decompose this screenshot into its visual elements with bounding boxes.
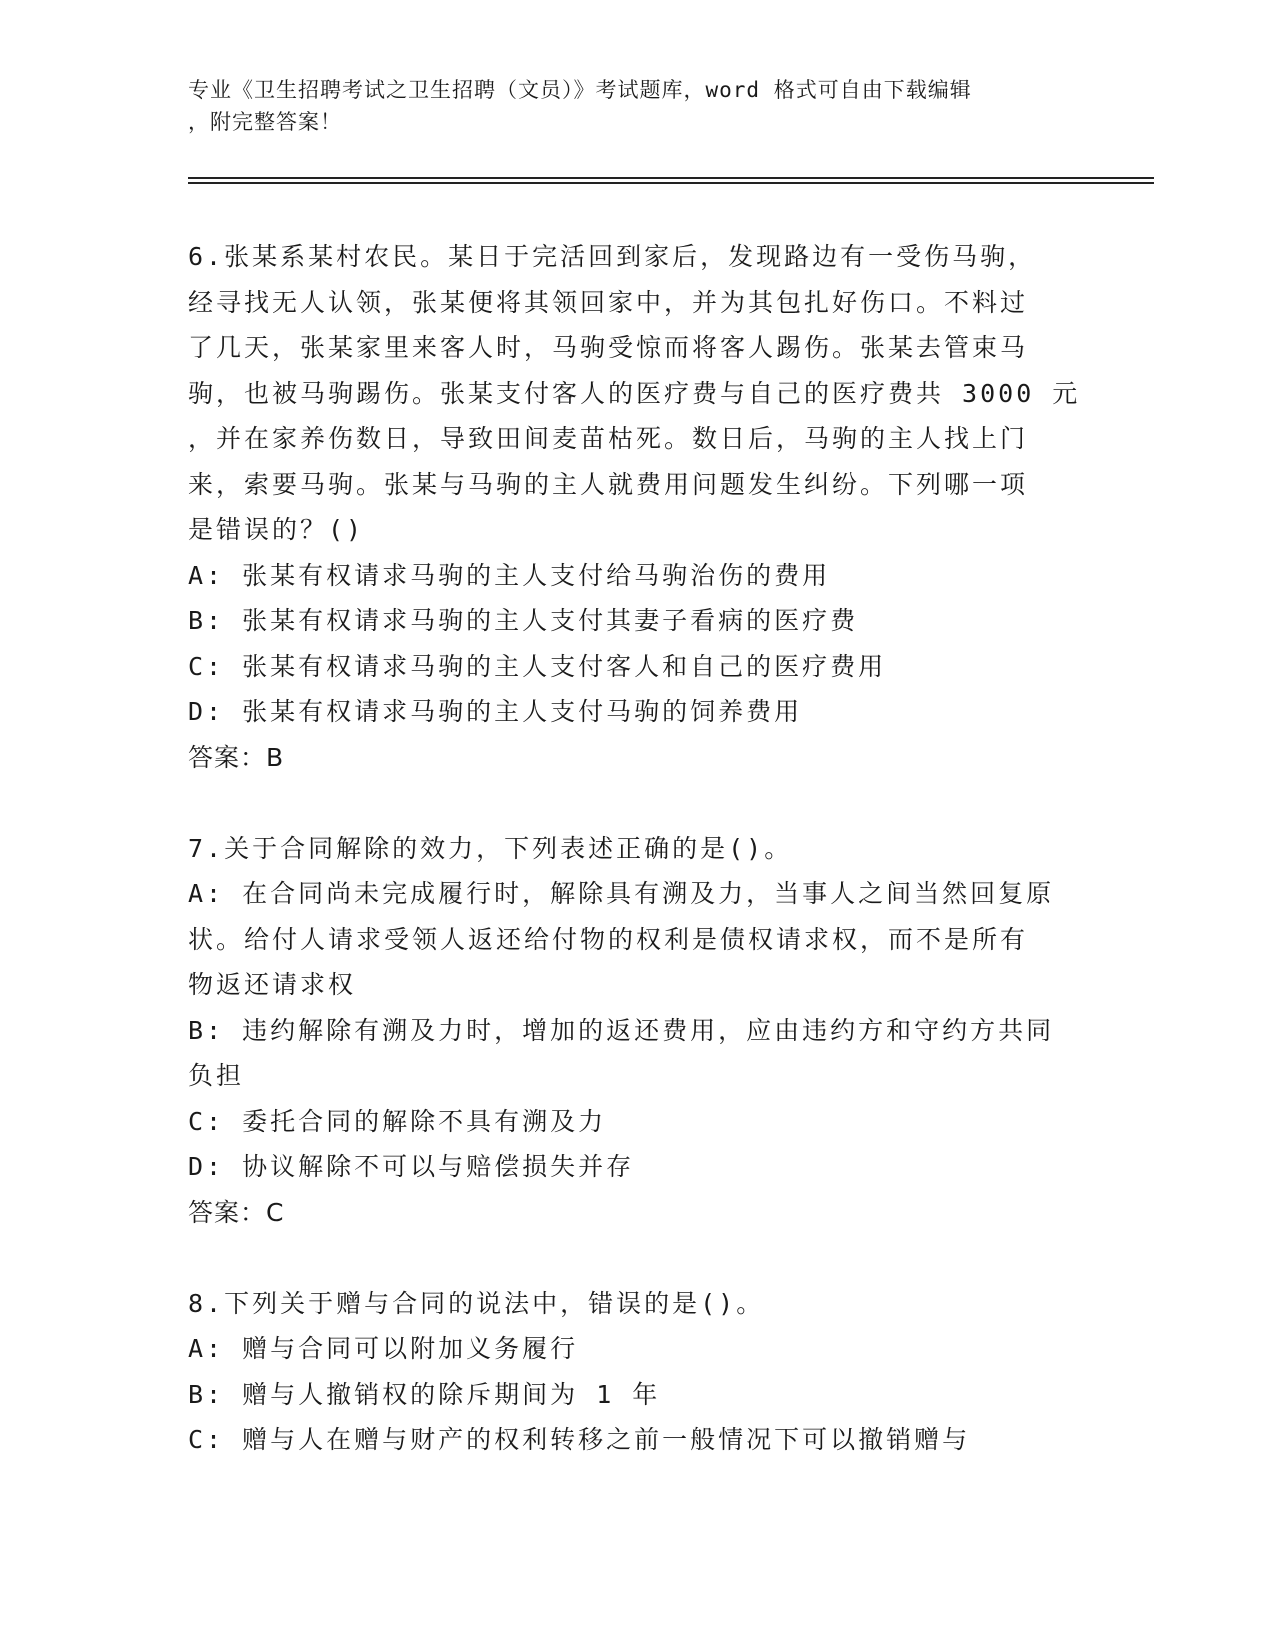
question-7-option-b-cont: 负担 [188,1061,245,1090]
question-7-stem-line: 7.关于合同解除的效力，下列表述正确的是()。 [188,833,793,863]
question-8 [188,1281,1088,1463]
question-6-stem-line: 经寻找无人认领，张某便将其领回家中，并为其包扎好伤口。不料过 [188,287,1029,317]
question-6-stem-line: 是错误的？() [188,515,365,544]
question-6-option-a: A: 张某有权请求马驹的主人支付给马驹治伤的费用 [188,560,831,590]
question-6-option-d: D: 张某有权请求马驹的主人支付马驹的饲养费用 [188,697,803,726]
question-7-option-a: A: 在合同尚未完成履行时，解除具有溯及力，当事人之间当然回复原 [188,879,1055,908]
question-7-option-a-cont: 物返还请求权 [188,970,357,999]
question-6-stem-line: ，并在家养伤数日，导致田间麦苗枯死。数日后，马驹的主人找上门 [188,424,1029,453]
header-line-1: 专业《卫生招聘考试之卫生招聘（文员）》考试题库，word 格式可自由下载编辑 [188,78,972,102]
question-6-stem-line: 6.张某系某村农民。某日于完活回到家后，发现路边有一受伤马驹， [188,242,1037,271]
question-7-option-b: B: 违约解除有溯及力时，增加的返还费用，应由违约方和守约方共同 [188,1015,1055,1045]
question-6-stem-line: 驹，也被马驹踢伤。张某支付客人的医疗费与自己的医疗费共 3000 元 [188,378,1081,408]
header-divider-bottom [188,182,1154,184]
question-7 [188,826,1088,1236]
header-line-2: ，附完整答案！ [188,110,342,134]
question-7-option-c: C: 委托合同的解除不具有溯及力 [188,1106,607,1136]
question-7-option-a-cont: 状。给付人请求受领人返还给付物的权利是债权请求权，而不是所有 [188,924,1029,954]
question-6-option-c: C: 张某有权请求马驹的主人支付客人和自己的医疗费用 [188,651,887,681]
page-header [188,74,1088,138]
question-7-option-d: D: 协议解除不可以与赔偿损失并存 [188,1152,635,1181]
question-8-stem-line: 8.下列关于赠与合同的说法中，错误的是()。 [188,1288,765,1318]
question-6-option-b: B: 张某有权请求马驹的主人支付其妻子看病的医疗费 [188,606,859,635]
header-divider-top [188,177,1154,179]
question-8-option-c: C: 赠与人在赠与财产的权利转移之前一般情况下可以撤销赠与 [188,1425,971,1454]
question-6 [188,234,1088,780]
question-7-answer: 答案：C [188,1197,285,1227]
question-list [188,234,1088,1463]
question-6-stem-line: 了几天，张某家里来客人时，马驹受惊而将客人踢伤。张某去管束马 [188,333,1029,362]
question-6-answer: 答案：B [188,742,285,772]
question-8-option-b: B: 赠与人撤销权的除斥期间为 1 年 [188,1379,661,1409]
question-6-stem-line: 来，索要马驹。张某与马驹的主人就费用问题发生纠纷。下列哪一项 [188,469,1029,499]
question-spacer [188,1235,1088,1281]
question-8-option-a: A: 赠与合同可以附加义务履行 [188,1334,579,1363]
question-spacer [188,780,1088,826]
